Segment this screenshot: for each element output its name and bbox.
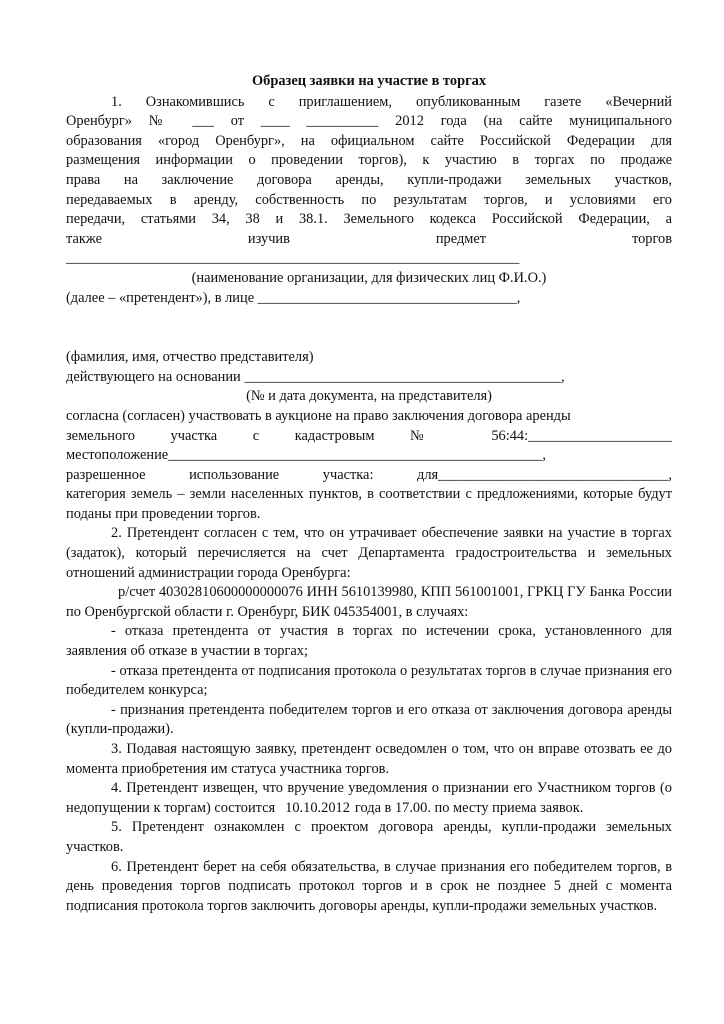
land-category-text: категория земель – земли населенных пунктов, в соответствии с предложениями, которые будут поданы при проведении торгов. xyxy=(66,486,672,522)
case-item-2: - отказа претендента от подписания протокола о результатах торгов в случае признания его победителем конкурса; xyxy=(66,662,672,699)
cadastre-line: земельного участка с кадастровым № 56:44:____________________ xyxy=(66,427,672,444)
paragraph-3: 3. Подавая настоящую заявку, претендент осведомлен о том, что он вправе отозвать ее до момента приобретения им статуса участника торгов. xyxy=(66,741,672,777)
organization-caption: (наименование организации, для физических лиц Ф.И.О.) xyxy=(191,269,547,286)
representative-caption: (фамилия, имя, отчество представителя) xyxy=(66,349,314,366)
paragraph-2 xyxy=(66,524,672,740)
p1-line-4: размещения информации о проведении торгов), к участию в торгах по продаже xyxy=(66,152,672,169)
notification-date: 10.10.2012 xyxy=(285,799,350,816)
p1-line-6: передаваемых в аренду, собственность по результатам торгов, и условиями его xyxy=(66,191,672,208)
location-line: местоположение____________________________________________________, xyxy=(66,447,546,464)
paragraph-5: 5. Претендент ознакомлен с проектом договора аренды, купли-продажи земельных участков. xyxy=(66,819,672,855)
usage-line: разрешенное использование участка: для________________________________, xyxy=(66,466,672,483)
paragraph-1 xyxy=(66,93,672,525)
p4-text-after: года в 17.00. по месту приема заявок. xyxy=(354,799,584,816)
p1-line-8: также изучив предмет торгов xyxy=(66,230,672,247)
document-caption: (№ и дата документа, на представителя) xyxy=(246,388,492,405)
p1-line-5: права на заключение договора аренды, купли-продажи земельных участков, xyxy=(66,171,672,188)
basis-line: действующего на основании ____________________________________________, xyxy=(66,368,565,385)
p1-line-2: Оренбург» № ___ от ____ __________ 2012 года (на сайте муниципального xyxy=(66,113,672,130)
organization-blank-line: _______________________________________________________________ xyxy=(66,250,520,267)
p1-line-3: образования «город Оренбург», на официальном сайте Российской Федерации для xyxy=(66,132,672,149)
p1-line-7: передачи, статьями 34, 38 и 38.1. Земельного кодекса Российской Федерации, а xyxy=(66,211,672,228)
p1-line-1: 1. Ознакомившись с приглашением, опубликованным газете «Вечерний xyxy=(111,93,672,110)
case-item-3: - признания претендента победителем торгов и его отказа от заключения договора аренды (купли-продажи). xyxy=(66,701,672,738)
paragraph-6: 6. Претендент берет на себя обязательства, в случае признания его победителем торгов, в день проведения торгов подписать протокол торгов и в срок не позднее 5 дней с момента подписания протокола торгов заключить договоры аренды, купли-продажи земельных участков. xyxy=(66,858,672,914)
document-title: Образец заявки на участие в торгах xyxy=(251,73,487,89)
case-item-1: - отказа претендента от участия в торгах по истечении срока, установленного для заявления об отказе в участии в торгах; xyxy=(66,623,672,660)
paragraph-4 xyxy=(66,779,672,818)
p4-text-before: 4. Претендент извещен, что вручение уведомления о признании его Участником торгов (о недопущении к торгам) состоится xyxy=(66,780,672,816)
claimant-line: (далее – «претендент»), в лице ____________________________________, xyxy=(66,289,521,306)
bank-account-text: р/счет 40302810600000000076 ИНН 5610139980, КПП 561001001, ГРКЦ ГУ Банка России по Оренбургской области г. Оренбург, БИК 045354001, в случаях: xyxy=(66,584,672,620)
auction-consent-text: согласна (согласен) участвовать в аукционе на право заключения договора аренды xyxy=(66,407,571,424)
p2-text: 2. Претендент согласен с тем, что он утрачивает обеспечение заявки на участие в торгах (задаток), который перечисляется на счет Департамента градостроительства и земельных отношений администрации города Оренбурга: xyxy=(66,525,672,581)
